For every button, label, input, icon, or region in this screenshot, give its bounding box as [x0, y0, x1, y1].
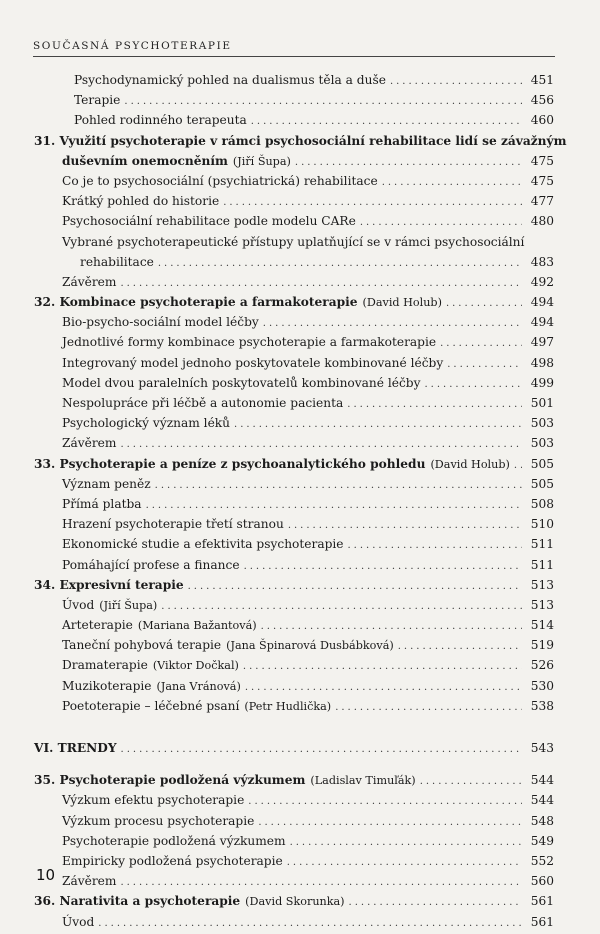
dot-leader [245, 678, 522, 698]
entry-title: Integrovaný model jednoho poskytovatele kombinované léčby [62, 355, 444, 370]
entry-title: Psychoterapie podložená výzkumem [62, 833, 286, 848]
toc-entry [34, 110, 554, 130]
dot-leader [120, 873, 522, 893]
entry-page: 561 [530, 894, 554, 909]
part-title: VI. TRENDY [34, 741, 117, 755]
running-title: SOUČASNÁ PSYCHOTERAPIE [33, 40, 232, 52]
entry-page: 497 [530, 335, 554, 350]
dot-leader [124, 92, 522, 112]
entry-page: 501 [530, 396, 554, 410]
dot-leader [120, 435, 522, 455]
entry-page: 505 [530, 456, 554, 471]
dot-leader [261, 617, 522, 637]
dot-leader [446, 294, 522, 314]
toc-entry [34, 413, 554, 433]
toc-entry [34, 811, 554, 831]
toc-entry [34, 171, 554, 191]
dot-leader [420, 772, 522, 792]
dot-leader [424, 375, 522, 395]
dot-leader [158, 254, 522, 274]
dot-leader [348, 536, 523, 556]
entry-title: Psychosociální rehabilitace podle modelu CARe [62, 214, 356, 229]
dot-leader [146, 496, 522, 516]
chapter-author: (David Holub) [430, 457, 510, 471]
toc-entry [34, 655, 554, 675]
entry-page: 451 [530, 73, 554, 87]
dot-leader [234, 415, 522, 435]
dot-leader [440, 334, 522, 354]
dot-leader [248, 792, 522, 812]
toc-entry [34, 851, 554, 871]
entry-author: (Viktor Dočkal) [152, 659, 239, 673]
entry-page: 514 [530, 618, 554, 633]
dot-leader [263, 314, 522, 334]
entry-page: 519 [530, 638, 554, 653]
entry-page: 483 [530, 254, 554, 269]
entry-title: Krátký pohled do historie [62, 194, 220, 209]
toc-entry [34, 615, 554, 635]
entry-title: Přímá platba [62, 496, 142, 511]
entry-title: Závěrem [62, 436, 117, 451]
entry-page: 456 [530, 93, 554, 108]
toc-entry [34, 696, 554, 716]
entry-title: Model dvou paralelních poskytovatelů kombinované léčby [62, 375, 421, 390]
dot-leader [98, 914, 522, 934]
entry-title: Psychologický význam léků [62, 416, 231, 431]
entry-title: Bio-psycho-sociální model léčby [62, 315, 259, 330]
toc-chapter [34, 575, 554, 595]
chapter-title: 36. Narativita a psychoterapie [34, 894, 241, 909]
toc-entry [34, 676, 554, 696]
table-of-contents [34, 70, 567, 932]
section-spacer [34, 716, 554, 738]
toc-entry [34, 555, 554, 575]
dot-leader [258, 813, 522, 833]
dot-leader [161, 597, 522, 617]
dot-leader [155, 476, 522, 496]
entry-page: 548 [530, 813, 554, 828]
dot-leader [120, 274, 522, 294]
entry-page: 498 [530, 355, 554, 370]
chapter-title: 34. Expresivní terapie [34, 577, 184, 592]
toc-chapter [34, 131, 567, 151]
dot-leader [287, 853, 522, 873]
toc-entry [34, 912, 554, 932]
toc-entry [34, 433, 554, 453]
entry-title: Vybrané psychoterapeutické přístupy uplatňující se v rámci psychosociální [62, 234, 525, 249]
chapter-title: 31. Využití psychoterapie v rámci psychosociální rehabilitace lidí se závažným [34, 133, 567, 148]
entry-title: Muzikoterapie [62, 678, 152, 693]
entry-page: 544 [530, 793, 554, 808]
dot-leader [295, 153, 522, 173]
entry-title: Co je to psychosociální (psychiatrická) rehabilitace [62, 173, 378, 188]
entry-page: 538 [530, 698, 554, 713]
entry-page: 526 [530, 658, 554, 673]
entry-author: (Petr Hudlička) [244, 699, 332, 713]
entry-page: 480 [530, 214, 554, 229]
entry-title: Dramaterapie [62, 658, 148, 673]
toc-chapter [34, 292, 554, 312]
entry-page: 561 [530, 914, 554, 929]
entry-author: (Mariana Bažantová) [137, 619, 257, 633]
entry-title: Poetoterapie – léčebné psaní [62, 698, 240, 713]
entry-title: Význam peněz [62, 476, 151, 491]
entry-title-cont: rehabilitace [80, 254, 154, 269]
toc-entry [34, 272, 554, 292]
toc-entry [34, 595, 554, 615]
dot-leader [251, 112, 522, 132]
toc-entry [34, 494, 554, 514]
toc-entry [34, 191, 554, 211]
dot-leader [390, 72, 522, 92]
entry-page: 511 [530, 537, 554, 552]
entry-page: 505 [530, 476, 554, 491]
dot-leader [335, 698, 522, 718]
dot-leader [514, 456, 522, 476]
entry-page: 560 [530, 874, 554, 889]
entry-title: Úvod [62, 914, 95, 929]
entry-page: 475 [530, 173, 554, 188]
chapter-title-cont: duševním onemocněním [62, 153, 228, 168]
entry-title: Nespolupráce při léčbě a autonomie pacienta [62, 396, 344, 410]
chapter-author: (Jiří Šupa) [232, 154, 291, 168]
entry-title: Jednotlivé formy kombinace psychoterapie a farmakoterapie [62, 335, 437, 350]
entry-page: 460 [530, 113, 554, 128]
entry-page: 475 [530, 153, 554, 168]
toc-chapter [34, 770, 554, 790]
entry-title: Závěrem [62, 274, 117, 289]
chapter-author: (David Skorunka) [245, 895, 345, 909]
toc-entry [34, 90, 554, 110]
entry-page: 513 [530, 597, 554, 612]
entry-author: (Jiří Šupa) [99, 598, 158, 612]
entry-author: (Jana Vránová) [156, 679, 241, 693]
chapter-author: (Ladislav Timuľák) [310, 774, 416, 788]
entry-title: Pomáhající profese a finance [62, 557, 240, 572]
toc-entry [34, 474, 554, 494]
entry-page: 492 [530, 274, 554, 289]
entry-title: Pohled rodinného terapeuta [74, 113, 247, 128]
entry-page: 544 [530, 773, 554, 788]
entry-page: 494 [530, 295, 554, 310]
dot-leader [288, 516, 522, 536]
entry-page: 543 [530, 741, 554, 755]
toc-entry [34, 332, 554, 352]
toc-chapter-cont [34, 151, 554, 171]
entry-title: Výzkum efektu psychoterapie [62, 793, 245, 808]
dot-leader [223, 193, 522, 213]
toc-entry [34, 534, 554, 554]
dot-leader [349, 893, 522, 913]
toc-chapter [34, 454, 554, 474]
entry-page: 552 [530, 853, 554, 868]
entry-page: 513 [530, 577, 554, 592]
toc-entry [34, 353, 554, 373]
dot-leader [290, 833, 522, 853]
chapter-author: (David Holub) [362, 296, 442, 310]
toc-entry [34, 871, 554, 891]
toc-entry-cont [34, 252, 554, 272]
chapter-title: 33. Psychoterapie a peníze z psychoanalytického pohledu [34, 456, 426, 471]
dot-leader [244, 557, 522, 577]
entry-title: Ekonomické studie a efektivita psychoterapie [62, 537, 344, 552]
dot-leader [347, 395, 522, 415]
entry-title: Hrazení psychoterapie třetí stranou [62, 517, 284, 532]
entry-title: Závěrem [62, 874, 117, 889]
entry-title: Empiricky podložená psychoterapie [62, 853, 283, 868]
toc-entry [34, 514, 554, 534]
entry-page: 530 [530, 678, 554, 693]
chapter-title: 32. Kombinace psychoterapie a farmakoterapie [34, 295, 358, 310]
dot-leader [188, 577, 522, 597]
entry-page: 511 [530, 557, 554, 572]
entry-title: Úvod [62, 597, 95, 612]
toc-chapter [34, 891, 554, 911]
entry-page: 494 [530, 315, 554, 330]
entry-page: 499 [530, 375, 554, 390]
running-header [33, 34, 555, 57]
dot-leader [382, 173, 522, 193]
toc-entry [34, 393, 554, 413]
dot-leader [360, 213, 522, 233]
entry-page: 508 [530, 496, 554, 511]
entry-title: Arteterapie [62, 618, 133, 633]
toc-entry [34, 312, 554, 332]
chapter-title: 35. Psychoterapie podložená výzkumem [34, 773, 306, 788]
entry-title: Terapie [74, 93, 121, 108]
entry-page: 549 [530, 833, 554, 848]
entry-title: Taneční pohybová terapie [62, 638, 222, 653]
toc-entry [34, 232, 554, 252]
dot-leader [121, 740, 522, 760]
toc-entry [34, 373, 554, 393]
entry-title: Psychodynamický pohled na dualismus těla a duše [74, 73, 386, 87]
entry-page: 477 [530, 194, 554, 209]
dot-leader [243, 657, 522, 677]
page-number: 10 [36, 866, 56, 884]
entry-page: 510 [530, 517, 554, 532]
entry-page: 503 [530, 436, 554, 451]
entry-author: (Jana Špinarová Dusbábková) [226, 639, 394, 653]
entry-title: Výzkum procesu psychoterapie [62, 813, 255, 828]
toc-entry [34, 70, 554, 90]
toc-entry [34, 790, 554, 810]
toc-part [34, 738, 554, 758]
dot-leader [447, 355, 522, 375]
toc-entry [34, 831, 554, 851]
dot-leader [398, 637, 522, 657]
toc-entry [34, 635, 554, 655]
toc-entry [34, 211, 554, 231]
entry-page: 503 [530, 416, 554, 431]
